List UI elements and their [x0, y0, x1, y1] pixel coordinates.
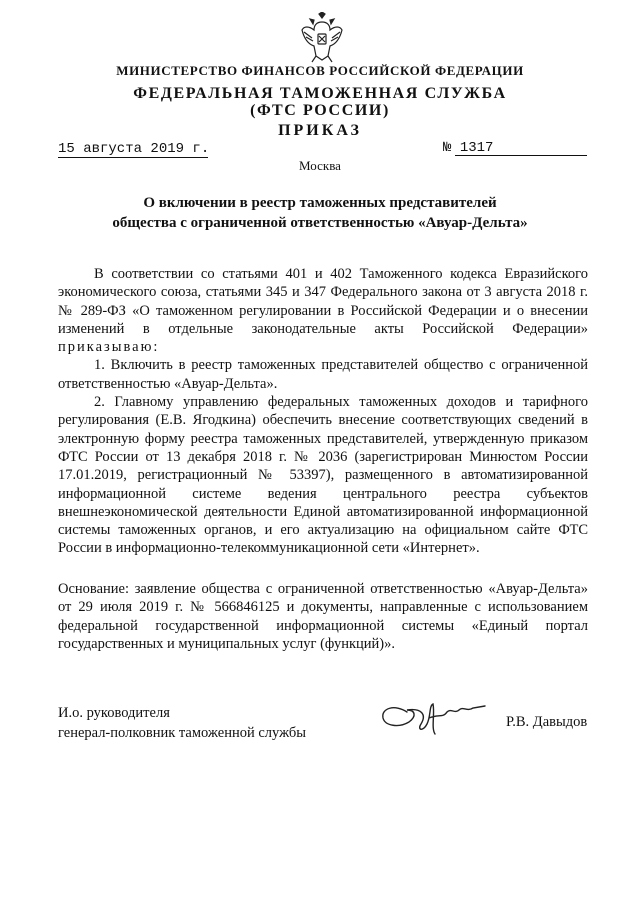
number-value: 1317 [459, 140, 494, 156]
order-item-2: 2. Главному управлению федеральных таможенных доходов и тарифного регулирования (Е.В. Ягодкина) обеспечить внесение соответствующих сведений в электронную форму реестра таможенных представителей, утвержденную приказом ФТС России от 13 декабря 2018 г. № 2036 (зарегистрирован Минюстом России 17.01.2019, регистрационный № 53397), размещенного в автоматизированной информационной системе ведения центрального реестра субъектов внешнеэкономической деятельности Единой автоматизированной информационной системы таможенных органов, и его актуализацию на официальном сайте ФТС России в информационно-телекоммуникационной сети «Интернет». [58, 394, 588, 557]
number-underline [455, 155, 587, 156]
order-item-1: 1. Включить в реестр таможенных представителей общество с ограниченной ответственностью «Авуар-Дельта». [58, 357, 588, 392]
signatory-name: Р.В. Давыдов [506, 714, 588, 730]
number-sign: № [443, 140, 452, 156]
service-name: ФЕДЕРАЛЬНАЯ ТАМОЖЕННАЯ СЛУЖБА [133, 85, 507, 102]
handwritten-signature [377, 694, 489, 736]
order-word: приказываю: [58, 339, 160, 356]
document-title [0, 193, 640, 233]
position-line-2: генерал-полковник таможенной службы [58, 725, 307, 741]
document-type: ПРИКАЗ [278, 122, 362, 139]
coat-of-arms-icon [300, 12, 344, 64]
document-body [58, 265, 588, 558]
order-date: 15 августа 2019 г. [58, 141, 210, 157]
order-number [443, 140, 493, 156]
intro-paragraph [58, 265, 588, 356]
intro-text: В соответствии со статьями 401 и 402 Таможенного кодекса Евразийского экономического союза, статьями 345 и 347 Федерального закона от 3 августа 2018 г. № 289-ФЗ «О таможенном регулировании в Российской Федерации и о внесении изменений в отдельные законодательные акты Российской Федерации» [58, 266, 588, 337]
title-line-1: О включении в реестр таможенных представителей [143, 195, 497, 211]
title-line-2: общества с ограниченной ответственностью «Авуар-Дельта» [112, 215, 528, 231]
city: Москва [299, 158, 341, 173]
signatory-position [58, 703, 306, 743]
ministry-name: МИНИСТЕРСТВО ФИНАНСОВ РОССИЙСКОЙ ФЕДЕРАЦИИ [116, 63, 524, 78]
service-abbreviation: (ФТС РОССИИ) [250, 102, 390, 119]
basis-paragraph: Основание: заявление общества с ограниченной ответственностью «Авуар-Дельта» от 29 июля 2019 г. № 566846125 и документы, направленные с использованием федеральной государственной информационной системы «Единый портал государственных и муниципальных услуг (функций)». [58, 581, 588, 652]
position-line-1: И.о. руководителя [58, 705, 170, 721]
